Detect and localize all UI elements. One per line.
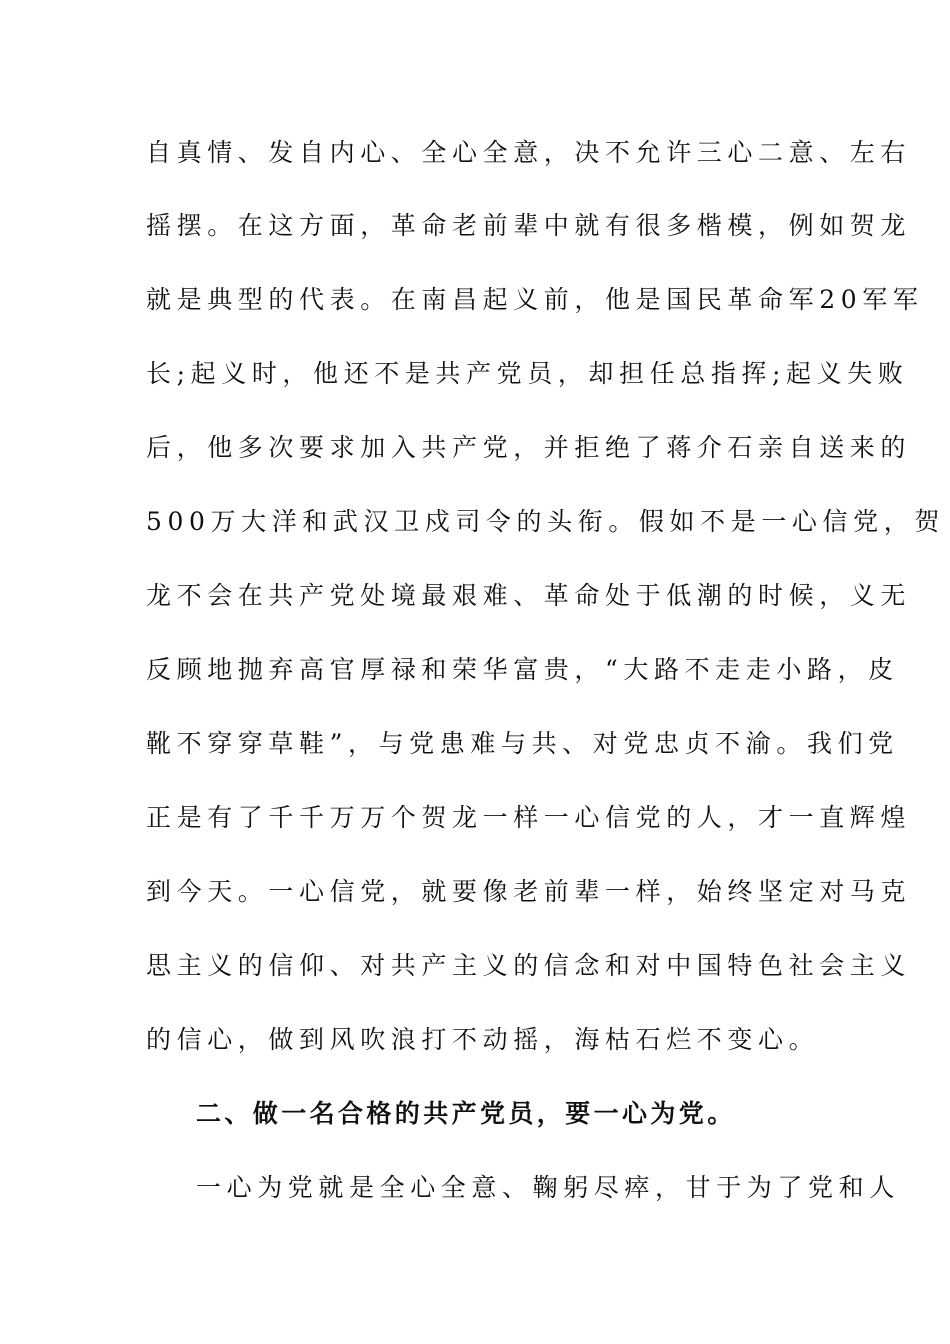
body-line-11: 到今天。一心信党，就要像老前辈一样，始终坚定对马克 [146,877,912,906]
body-line-7: 龙不会在共产党处境最艰难、革命处于低潮的时候，义无 [146,581,912,610]
body-line-8: 反顾地抛弃高官厚禄和荣华富贵，“大路不走走小路，皮 [146,655,899,684]
section-heading: 二、做一名合格的共产党员，要一心为党。 [196,1099,736,1128]
paragraph-first-line: 一心为党就是全心全意、鞠躬尽瘁，甘于为了党和人 [196,1173,900,1202]
body-line-10: 正是有了千千万万个贺龙一样一心信党的人，才一直辉煌 [146,803,912,832]
body-line-4: 长;起义时，他还不是共产党员，却担任总指挥;起义失败 [146,359,909,388]
body-line-6: 500万大洋和武汉卫戍司令的头衔。假如不是一心信党，贺 [146,507,945,536]
body-line-9: 靴不穿穿草鞋”，与党患难与共、对党忠贞不渝。我们党 [146,729,899,758]
body-line-12: 思主义的信仰、对共产主义的信念和对中国特色社会主义 [146,951,912,980]
body-line-3: 就是典型的代表。在南昌起义前，他是国民革命军20军军 [146,285,924,314]
body-line-13: 的信心，做到风吹浪打不动摇，海枯石烂不变心。 [146,1025,820,1054]
body-line-5: 后，他多次要求加入共产党，并拒绝了蒋介石亲自送来的 [146,433,912,462]
body-line-2: 摇摆。在这方面，革命老前辈中就有很多楷模，例如贺龙 [146,211,912,240]
body-line-1: 自真情、发自内心、全心全意，决不允许三心二意、左右 [146,138,912,167]
